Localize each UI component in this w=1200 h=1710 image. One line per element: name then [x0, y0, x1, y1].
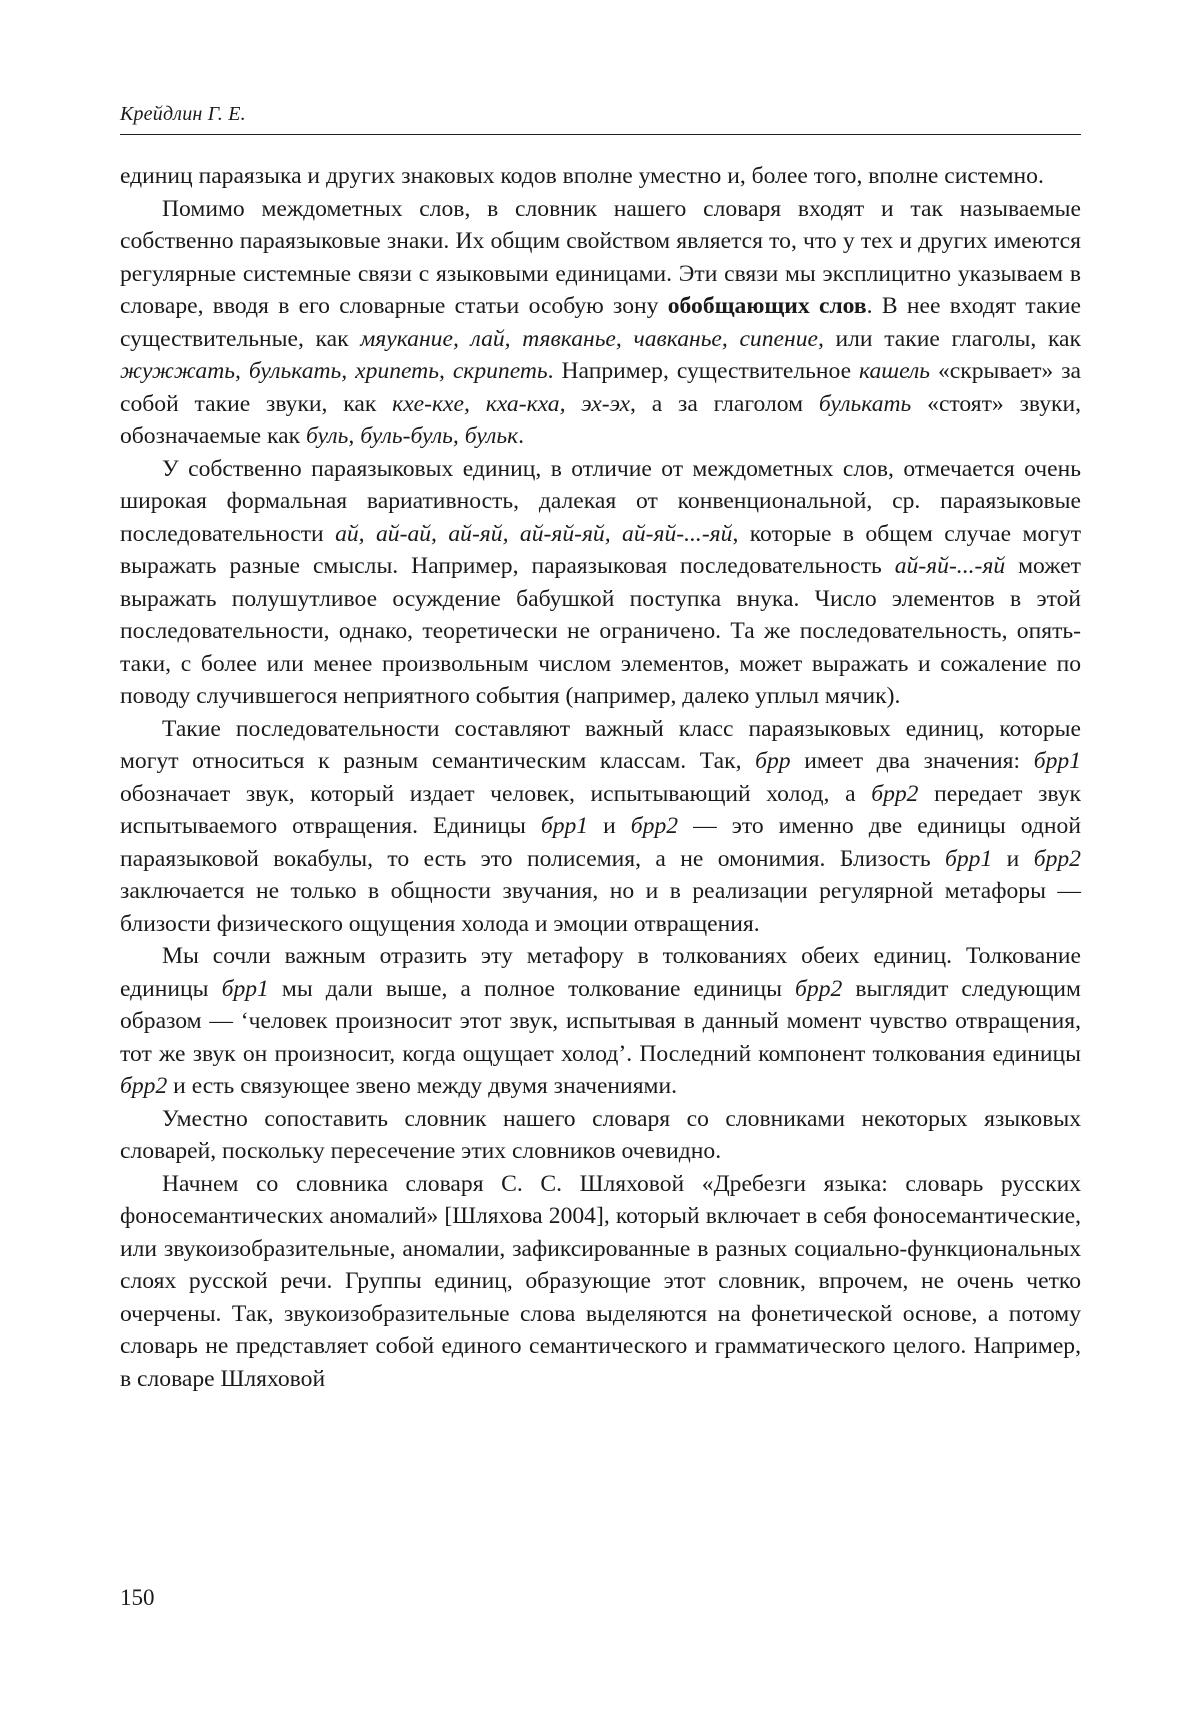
text-run: . Например, существительное [547, 358, 860, 384]
italic-term: жужжать, булькать, хрипеть, скрипеть [120, 358, 548, 384]
text-run: . [518, 423, 525, 449]
text-run: — это именно две единицы одной параязыковой вокабулы, то есть это полисемия, а не омонимия. Близость [120, 813, 1081, 872]
paragraph [120, 940, 1081, 1103]
text-run: Уместно сопоставить словник нашего словаря со словниками некоторых языковых словарей, поскольку пересечение этих словников очевидно. [120, 1105, 1081, 1164]
body-text [120, 160, 1081, 1395]
italic-term: брр2 [630, 813, 679, 839]
page-number: 150 [120, 1585, 155, 1610]
italic-term: брр1 [945, 845, 993, 872]
text-run: может выражать полушутливое осуждение бабушкой поступка внука. Число элементов в этой последовательности, однако, теоретически не ограничено. Та же последовательность, опять-таки, с более или менее произвольным числом элементов, может выражать и сожаление по поводу случившегося неприятного события (например, далеко уплыл мячик). [120, 553, 1081, 709]
text-run: или такие глаголы, как [823, 325, 1081, 352]
paragraph [120, 713, 1081, 941]
text-run: Такие последовательности составляют важный класс параязыковых единиц, которые могут относиться к разным семантическим классам. Так, [120, 715, 1081, 774]
text-run: передает звук испытываемого отвращения. Единицы [120, 780, 1081, 839]
text-run: и [992, 845, 1034, 872]
italic-term: брр2 [871, 780, 919, 807]
paragraph [120, 1168, 1081, 1396]
italic-term: булькать [818, 390, 912, 417]
paragraph [120, 160, 1081, 193]
text-run: выглядит следующим образом — ‘человек произносит этот звук, испытывая в данный момент чувство отвращения, тот же звук он произносит, когда ощущает холод’. Последний компонент толкования единицы [120, 975, 1081, 1067]
italic-term: брр2 [795, 975, 843, 1002]
paragraph [120, 193, 1081, 453]
text-run: Начнем со словника словаря С. С. Шляховой «Дребезги языка: словарь русских фоносемантических аномалий» [Шляхова 2004], который включает в себя фоносемантические, или звукоизобразительные, аномалии, зафиксированные в разных социально-функциональных слоях русской речи. Группы единиц, образующие этот словник, впрочем, не очень четко очерчены. Так, звукоизобразительные слова выделяются на фонетической основе, а потому словарь не представляет собой единого семантического и грамматического целого. Например, в словаре Шляховой [120, 1170, 1081, 1392]
text-run: и [588, 813, 631, 839]
italic-term: брр [755, 748, 791, 774]
italic-term: ай, ай-ай, ай-яй, ай-яй-яй, ай-яй-...-яй [335, 520, 733, 547]
paragraph [120, 453, 1081, 713]
text-run: . В нее входят такие существительные, как [120, 293, 1081, 352]
text-run: «стоят» звуки, обозначаемые как [120, 390, 1082, 449]
italic-term: брр1 [540, 813, 589, 839]
text-run: , которые в общем случае могут выражать разные смыслы. Например, параязыковая последовательность [120, 520, 1082, 579]
text-run: У собственно параязыковых единиц, в отличие от междометных слов, отмечается очень широкая формальная вариативность, далекая от конвенциональной, ср. параязыковые последовательности [120, 455, 1081, 547]
running-head: Крейдлин Г. Е. [120, 103, 246, 125]
italic-term: мяукание, лай, тявканье, чавканье, сипение, [360, 325, 824, 352]
text-run: , а за глаголом [629, 390, 819, 417]
text-run: заключается не только в общности звучания, но и в реализации регулярной метафоры — близости физического ощущения холода и эмоции отвращения. [120, 878, 1081, 937]
paragraph [120, 1103, 1081, 1168]
italic-term: кхе-кхе, кха-кха, эх-эх [392, 390, 630, 417]
italic-term: брр2 [1033, 845, 1081, 872]
text-run: мы дали выше, а полное толкование единицы [268, 975, 796, 1002]
bold-term: обобщающих слов [667, 293, 867, 319]
italic-term: кашель [859, 358, 930, 384]
italic-term: брр1 [1033, 748, 1081, 774]
text-run: обозначает звук, который издает человек, испытывающий холод, а [120, 780, 872, 807]
text-run: Мы сочли важным отразить эту метафору в толкованиях обеих единиц. Толкование единицы [120, 943, 1081, 1002]
italic-term: брр1 [221, 975, 269, 1002]
italic-term: брр2 [120, 1073, 168, 1099]
italic-term: ай-яй-...-яй [894, 553, 1006, 579]
italic-term: буль, буль-буль, бульк [305, 423, 519, 449]
text-run: «скрывает» за собой такие звуки, как [120, 358, 1081, 417]
header-rule [120, 134, 1081, 135]
text-run: единиц параязыка и других знаковых кодов вполне уместно и, более того, вполне системно. [120, 163, 1044, 189]
text-run: имеет два значения: [790, 748, 1034, 774]
text-run: и есть связующее звено между двумя значениями. [167, 1073, 677, 1099]
text-run: Помимо междометных слов, в словник нашего словаря входят и так называемые собственно параязыковые знаки. Их общим свойством является то, что у тех и других имеются регулярные системные связи с языковыми единицами. Эти связи мы эксплицитно указываем в словаре, вводя в его словарные статьи особую зону [120, 195, 1081, 319]
